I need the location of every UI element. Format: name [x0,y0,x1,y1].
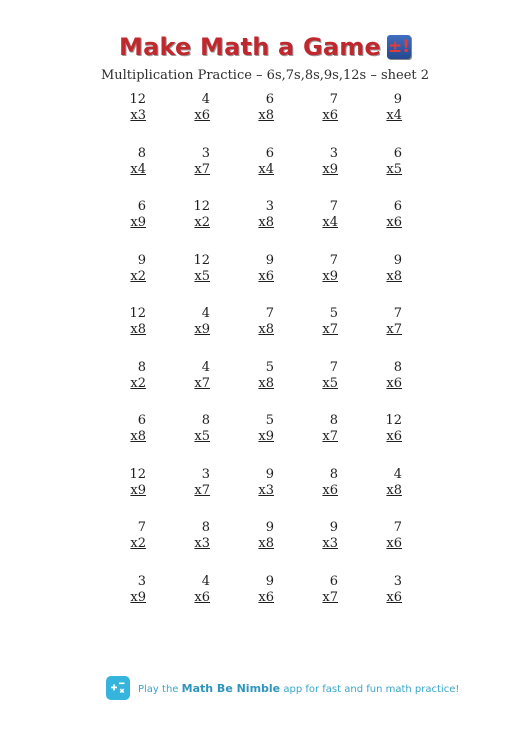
multiplication-problem [360,306,402,360]
multiplication-problem [296,520,338,574]
multiplication-problem [232,360,274,414]
problem-operand: 8 [201,520,210,535]
multiplication-problem [104,467,146,521]
problem-multiplier: x9 [322,161,338,177]
problem-multiplier: x9 [130,215,146,230]
problem-operand: 12 [385,413,402,428]
problem-operand: 4 [393,466,402,482]
problem-multiplier: x8 [258,375,274,391]
problem-operand: 6 [137,413,146,428]
multiplication-problem [104,92,146,146]
multiplication-problem [232,306,274,360]
problem-operand: 7 [329,199,338,214]
problem-operand: 4 [201,92,210,107]
problem-operand: 9 [265,252,274,268]
problem-multiplier: x3 [194,536,210,551]
problem-multiplier: x6 [386,589,402,605]
problem-multiplier: x7 [322,322,338,337]
problem-operand: 6 [393,145,402,161]
problem-operand: 7 [137,520,146,535]
problem-operand: 3 [201,466,210,482]
page-title: Make Math a Game [119,33,381,61]
problem-operand: 4 [201,573,210,589]
problem-operand: 8 [329,466,338,482]
problem-multiplier: x8 [386,482,402,498]
problem-multiplier: x8 [258,536,274,551]
multiplication-problem [296,574,338,628]
problem-multiplier: x9 [130,589,146,605]
multiplication-problem [232,253,274,307]
multiplication-problem [296,253,338,307]
problem-multiplier: x3 [322,536,338,551]
math-app-icon [106,676,130,700]
problem-multiplier: x4 [386,108,402,123]
multiplication-problem [168,413,210,467]
problem-operand: 3 [393,573,402,589]
problem-operand: 9 [393,252,402,268]
problem-operand: 8 [393,359,402,375]
problem-multiplier: x8 [386,268,402,284]
multiplication-problem [360,413,402,467]
problem-operand: 6 [329,573,338,589]
problem-operand: 3 [329,145,338,161]
problem-multiplier: x8 [130,429,146,444]
problem-operand: 7 [329,252,338,268]
multiplication-problem [168,199,210,253]
problem-multiplier: x8 [258,322,274,337]
multiplication-problem [104,146,146,200]
multiplication-problem [168,574,210,628]
multiplication-problem [296,306,338,360]
multiplication-problem [168,467,210,521]
problem-multiplier: x5 [322,375,338,391]
logo-symbol: ±! [387,36,410,57]
problem-multiplier: x7 [386,322,402,337]
problem-multiplier: x7 [194,161,210,177]
problem-operand: 7 [329,359,338,375]
problem-operand: 9 [265,520,274,535]
problem-operand: 6 [137,199,146,214]
multiplication-problem [168,306,210,360]
problem-operand: 8 [329,413,338,428]
multiplication-problem [296,92,338,146]
problem-multiplier: x6 [386,215,402,230]
multiplication-problem [104,574,146,628]
problem-multiplier: x5 [386,161,402,177]
problem-operand: 3 [265,199,274,214]
problem-multiplier: x4 [258,161,274,177]
problem-operand: 7 [329,92,338,107]
multiplication-problem [360,199,402,253]
multiplication-problem [168,92,210,146]
problem-multiplier: x7 [194,482,210,498]
multiplication-problem [232,520,274,574]
problem-multiplier: x8 [130,322,146,337]
problem-operand: 9 [137,252,146,268]
problem-multiplier: x6 [386,375,402,391]
multiplication-problem [296,467,338,521]
problem-multiplier: x3 [258,482,274,498]
problem-multiplier: x7 [194,375,210,391]
multiplication-problem [232,574,274,628]
problem-multiplier: x7 [322,589,338,605]
multiplication-problem [360,360,402,414]
problem-operand: 4 [201,306,210,321]
problem-multiplier: x2 [194,215,210,230]
problem-multiplier: x6 [258,589,274,605]
problem-multiplier: x6 [386,536,402,551]
problem-operand: 12 [193,199,210,214]
multiplication-problem [360,574,402,628]
problem-operand: 9 [265,573,274,589]
multiplication-problem [104,199,146,253]
problem-multiplier: x8 [258,108,274,123]
problem-multiplier: x6 [258,268,274,284]
problem-multiplier: x6 [322,108,338,123]
multiplication-problem [232,467,274,521]
problem-multiplier: x3 [130,108,146,123]
multiplication-problem [360,520,402,574]
multiplication-problem [104,306,146,360]
problem-operand: 12 [129,306,146,321]
worksheet-header [0,30,530,83]
problem-multiplier: x6 [194,108,210,123]
multiplication-problem [104,360,146,414]
math-logo-icon [387,35,411,59]
problem-operand: 5 [265,359,274,375]
multiplication-problem [360,92,402,146]
multiplication-problem [104,520,146,574]
problem-operand: 6 [265,145,274,161]
footer-suffix: app for fast and fun math practice! [283,683,460,695]
multiplication-problem [296,146,338,200]
problem-multiplier: x2 [130,268,146,284]
multiplication-problem [232,199,274,253]
problem-operand: 8 [137,359,146,375]
problem-multiplier: x6 [386,429,402,444]
problem-multiplier: x9 [194,322,210,337]
multiplication-problem [168,253,210,307]
problem-multiplier: x9 [322,268,338,284]
footer-promo [106,676,459,700]
problem-operand: 7 [393,520,402,535]
multiplication-problem [232,92,274,146]
problem-operand: 7 [393,306,402,321]
problem-multiplier: x8 [258,215,274,230]
multiplication-problem [232,413,274,467]
multiplication-problem [360,253,402,307]
problem-multiplier: x5 [194,429,210,444]
problem-operand: 6 [393,199,402,214]
problem-operand: 12 [193,252,210,268]
footer-message [138,682,459,695]
page-subtitle: Multiplication Practice – 6s,7s,8s,9s,12s – sheet 2 [100,68,430,83]
problem-operand: 7 [265,306,274,321]
multiplication-problem [360,146,402,200]
multiplication-problem [232,146,274,200]
problem-operand: 12 [129,92,146,107]
multiplication-problem [168,520,210,574]
title-row [0,30,530,64]
multiplication-problem [360,467,402,521]
problem-operand: 3 [201,145,210,161]
problem-operand: 9 [329,520,338,535]
multiplication-problem [168,360,210,414]
problem-multiplier: x4 [322,215,338,230]
problem-operand: 5 [265,413,274,428]
problem-multiplier: x6 [194,589,210,605]
footer-prefix: Play the [138,683,179,695]
multiplication-problem [296,199,338,253]
problem-operand: 8 [137,145,146,161]
multiplication-problem [296,360,338,414]
app-name-link[interactable]: Math Be Nimble [181,681,281,695]
multiplication-problem [168,146,210,200]
problem-grid [104,92,424,627]
problem-operand: 9 [393,92,402,107]
problem-multiplier: x9 [130,482,146,498]
problem-multiplier: x7 [322,429,338,444]
problem-multiplier: x2 [130,536,146,551]
problem-multiplier: x6 [322,482,338,498]
plus-minus-icon [109,679,127,697]
problem-operand: 6 [265,92,274,107]
problem-multiplier: x9 [258,429,274,444]
problem-operand: 3 [137,573,146,589]
multiplication-problem [104,413,146,467]
problem-multiplier: x4 [130,161,146,177]
problem-operand: 8 [201,413,210,428]
multiplication-problem [104,253,146,307]
problem-operand: 4 [201,359,210,375]
problem-operand: 12 [129,466,146,482]
problem-multiplier: x2 [130,375,146,391]
problem-multiplier: x5 [194,268,210,284]
multiplication-problem [296,413,338,467]
problem-operand: 5 [329,306,338,321]
problem-operand: 9 [265,466,274,482]
